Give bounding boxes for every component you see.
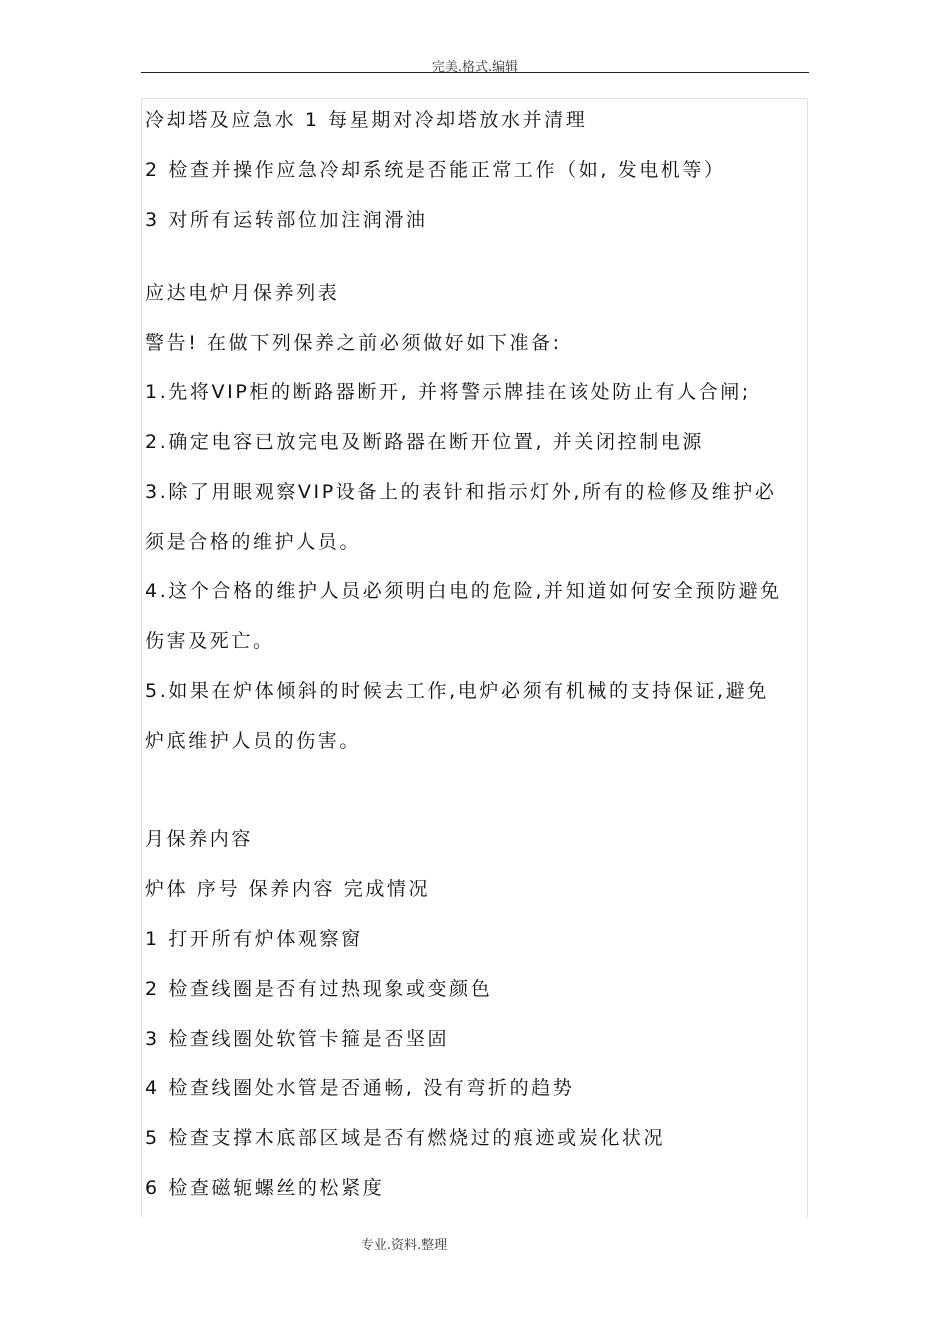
maintenance-item-2: 2 检查线圈是否有过热现象或变颜色 bbox=[145, 978, 493, 1000]
warning-step-3-line-1: 3.除了用眼观察VIP设备上的表针和指示灯外,所有的检修及维护必 bbox=[145, 481, 777, 503]
maintenance-item-1: 1 打开所有炉体观察窗 bbox=[145, 928, 363, 950]
maintenance-item-5: 5 检查支撑木底部区域是否有燃烧过的痕迹或炭化状况 bbox=[145, 1127, 666, 1149]
table-header-row: 炉体 序号 保养内容 完成情况 bbox=[145, 878, 431, 900]
warning-step-5-line-2: 炉底维护人员的伤害。 bbox=[145, 730, 362, 752]
maintenance-item-6: 6 检查磁轭螺丝的松紧度 bbox=[145, 1177, 385, 1199]
warning-step-3-line-2: 须是合格的维护人员。 bbox=[145, 531, 362, 553]
warning-step-4-line-2: 伤害及死亡。 bbox=[145, 630, 275, 652]
cooling-tower-item-3: 3 对所有运转部位加注润滑油 bbox=[145, 209, 428, 231]
section-title-monthly-content: 月保养内容 bbox=[145, 828, 254, 850]
cooling-tower-item-2: 2 检查并操作应急冷却系统是否能正常工作（如, 发电机等） bbox=[145, 159, 726, 181]
header-divider bbox=[141, 72, 809, 73]
warning-step-4-line-1: 4.这个合格的维护人员必须明白电的危险,并知道如何安全预防避免 bbox=[145, 580, 782, 602]
warning-step-5-line-1: 5.如果在炉体倾斜的时候去工作,电炉必须有机械的支持保证,避免 bbox=[145, 680, 769, 702]
maintenance-item-4: 4 检查线圈处水管是否通畅, 没有弯折的趋势 bbox=[145, 1077, 575, 1099]
section-title-monthly-list: 应达电炉月保养列表 bbox=[145, 282, 340, 304]
page-header: 完美.格式.编辑 bbox=[431, 60, 519, 75]
warning-heading: 警告! 在做下列保养之前必须做好如下准备: bbox=[145, 332, 562, 354]
warning-step-2: 2.确定电容已放完电及断路器在断开位置, 并关闭控制电源 bbox=[145, 431, 705, 453]
cooling-tower-item-1: 冷却塔及应急水 1 每星期对冷却塔放水并清理 bbox=[145, 109, 588, 131]
warning-step-1: 1.先将VIP柜的断路器断开, 并将警示牌挂在该处防止有人合闸; bbox=[145, 381, 751, 403]
page-footer: 专业.资料.整理 bbox=[360, 1238, 448, 1253]
maintenance-item-3: 3 检查线圈处软管卡箍是否坚固 bbox=[145, 1028, 450, 1050]
